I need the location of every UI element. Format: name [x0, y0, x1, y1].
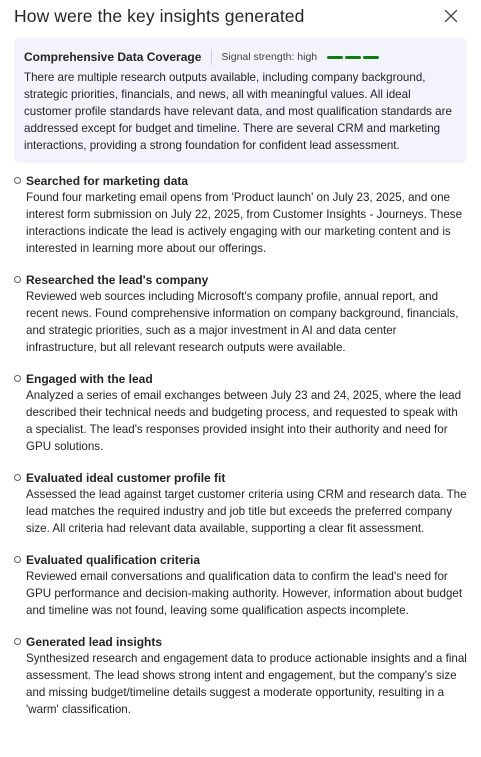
coverage-header: [24, 48, 457, 66]
step-item: [14, 552, 467, 619]
data-coverage-card: [14, 38, 467, 163]
step-description: Assessed the lead against target customer criteria using CRM and research data. The lead matches the required industry and job title but exceeds the preferred company size. All criteria had relevant data available, supporting a clear fit assessment.: [26, 488, 467, 535]
close-button[interactable]: [441, 6, 461, 26]
step-title: Searched for marketing data: [26, 174, 189, 188]
step-bullet-icon: [14, 177, 21, 184]
step-item: [14, 173, 467, 257]
signal-strength-label: Signal strength: high: [221, 51, 318, 63]
step-title: Researched the lead's company: [26, 273, 209, 287]
coverage-title: Comprehensive Data Coverage: [24, 50, 202, 64]
coverage-description: There are multiple research outputs available, including company background, strategic priorities, financials, and news, all with meaningful values. All ideal customer profile standards have relevant data, and most qualification standards are addressed except for budget and timeline. There are several CRM and marketing interactions, providing a strong foundation for confident lead assessment.: [24, 71, 452, 152]
signal-strength-meter: [327, 56, 379, 59]
step-description: Analyzed a series of email exchanges between July 23 and 24, 2025, where the lead described their technical needs and budgeting process, and requested to speak with a specialist. The lead's responses provided insight into their authority and need for GPU solutions.: [26, 389, 462, 453]
step-bullet-icon: [14, 474, 21, 481]
step-item: [14, 470, 467, 537]
step-title: Evaluated qualification criteria: [26, 553, 201, 567]
coverage-divider: [211, 49, 212, 65]
step-description: Reviewed web sources including Microsoft's company profile, annual report, and recent news. Found comprehensive information on company background, financials, and strategic priorities, such as a major investment in AI and data center infrastructure, but all relevant research outputs were available.: [26, 290, 459, 354]
signal-bar: [363, 56, 379, 59]
step-item: [14, 371, 467, 455]
signal-bar: [345, 56, 361, 59]
step-title: Engaged with the lead: [26, 372, 153, 386]
step-bullet-icon: [14, 556, 21, 563]
step-item: [14, 272, 467, 356]
panel-header: [14, 0, 467, 34]
step-description: Synthesized research and engagement data to produce actionable insights and a final assessment. The lead shows strong intent and engagement, but the company's size and missing budget/timeline details suggest a moderate opportunity, resulting in a 'warm' classification.: [26, 652, 467, 716]
insight-steps-list: [14, 173, 467, 718]
step-description: Found four marketing email opens from 'Product launch' on July 23, 2025, and one interest form submission on July 22, 2025, from Customer Insights - Journeys. These interactions indicate the lead is actively engaging with our marketing content and is interested in learning more about our offerings.: [26, 191, 463, 255]
step-bullet-icon: [14, 276, 21, 283]
step-bullet-icon: [14, 638, 21, 645]
step-title: Generated lead insights: [26, 635, 163, 649]
step-bullet-icon: [14, 375, 21, 382]
step-item: [14, 634, 467, 718]
panel-title: How were the key insights generated: [14, 6, 305, 26]
step-title: Evaluated ideal customer profile fit: [26, 471, 226, 485]
step-description: Reviewed email conversations and qualification data to confirm the lead's need for GPU performance and decision-making authority. However, information about budget and timeline was not found, leaving some qualification aspects incomplete.: [26, 570, 463, 617]
signal-bar: [327, 56, 343, 59]
close-icon: [441, 6, 461, 26]
